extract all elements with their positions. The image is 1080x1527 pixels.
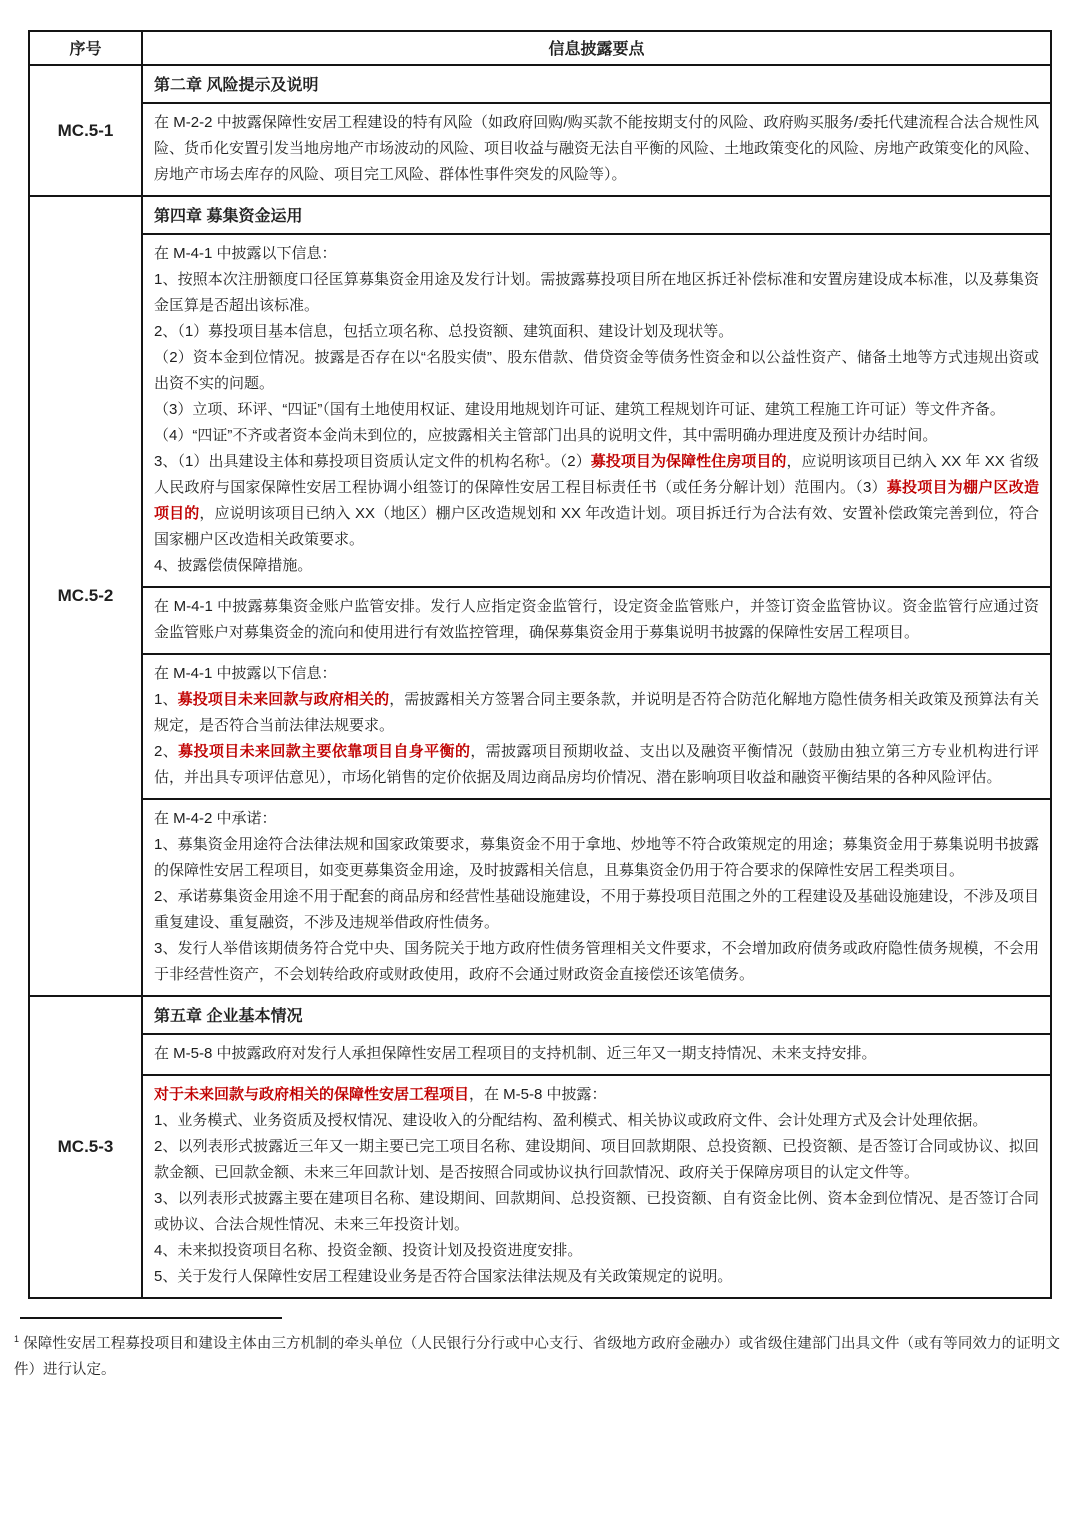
row-content bbox=[143, 66, 1050, 195]
paragraph bbox=[154, 553, 1039, 579]
row-id-label: MC.5-1 bbox=[30, 66, 143, 195]
paragraph bbox=[154, 345, 1039, 397]
text-segment: 1、 bbox=[154, 691, 178, 708]
text-segment: 3、发行人举借该期债务符合党中央、国务院关于地方政府性债务管理相关文件要求，不会增加政府债务或政府隐性债务规模，不会用于非经营性资产，不会划转给政府或财政使用，政府不会通过财政资金直接偿还该笔债务。 bbox=[154, 940, 1039, 983]
paragraph bbox=[154, 661, 1039, 687]
text-segment: ，应说明该项目已纳入 XX 年 XX 省级人民政府与国家保障性安居工程协调小组签订的保障性安居工程目标责任书（或任务分解计划）范围内。（3） bbox=[154, 453, 1039, 496]
content-block bbox=[143, 1033, 1050, 1074]
paragraph bbox=[154, 936, 1039, 988]
table-row bbox=[30, 995, 1050, 1297]
content-block bbox=[143, 233, 1050, 586]
paragraph bbox=[154, 397, 1039, 423]
text-segment: ，在 M-5-8 中披露： bbox=[469, 1086, 607, 1103]
text-segment: 2、以列表形式披露近三年又一期主要已完工项目名称、建设期间、项目回款期限、总投资额、已投资额、是否签订合同或协议、拟回款金额、已回款金额、未来三年回款计划、是否按照合同或协议执行回款情况、政府关于保障房项目的认定文件等。 bbox=[154, 1138, 1039, 1181]
text-segment: 5、关于发行人保障性安居工程建设业务是否符合国家法律法规及有关政策规定的说明。 bbox=[154, 1268, 733, 1285]
text-segment: ，应说明该项目已纳入 XX（地区）棚户区改造规划和 XX 年改造计划。项目拆迁行为合法有效、安置补偿政策完善到位，符合国家棚户区改造相关政策要求。 bbox=[154, 505, 1039, 548]
content-block bbox=[143, 798, 1050, 995]
chapter-heading: 第四章 募集资金运用 bbox=[154, 208, 303, 225]
table-header-row bbox=[30, 32, 1050, 64]
text-segment: （4）“四证”不齐或者资本金尚未到位的，应披露相关主管部门出具的说明文件，其中需明确办理进度及预计办结时间。 bbox=[154, 427, 938, 444]
paragraph bbox=[154, 1134, 1039, 1186]
paragraph bbox=[154, 1264, 1039, 1290]
paragraph bbox=[154, 806, 1039, 832]
text-segment: 2、（1）募投项目基本信息，包括立项名称、总投资额、建筑面积、建设计划及现状等。 bbox=[154, 323, 734, 340]
text-segment: 3、（1）出具建设主体和募投项目资质认定文件的机构名称 bbox=[154, 453, 540, 470]
chapter-heading: 第五章 企业基本情况 bbox=[154, 1008, 303, 1025]
text-segment: 1、募集资金用途符合法律法规和国家政策要求，募集资金不用于拿地、炒地等不符合政策规定的用途；募集资金用于募集说明书披露的保障性安居工程项目，如变更募集资金用途，及时披露相关信息，且募集资金仍用于符合要求的保障性安居工程类项目。 bbox=[154, 836, 1039, 879]
chapter-heading: 第二章 风险提示及说明 bbox=[154, 77, 319, 94]
paragraph bbox=[154, 687, 1039, 739]
text-segment: 在 M-5-8 中披露政府对发行人承担保障性安居工程项目的支持机制、近三年又一期支持情况、未来支持安排。 bbox=[154, 1045, 877, 1062]
row-id-label: MC.5-3 bbox=[30, 997, 143, 1297]
table-rows bbox=[30, 64, 1050, 1297]
paragraph bbox=[154, 832, 1039, 884]
text-segment: 2、承诺募集资金用途不用于配套的商品房和经营性基础设施建设，不用于募投项目范围之外的工程建设及基础设施建设，不涉及项目重复建设、重复融资，不涉及违规举借政府性债务。 bbox=[154, 888, 1039, 931]
text-segment: ，需披露项目预期收益、支出以及融资平衡情况（鼓励由独立第三方专业机构进行评估，并出具专项评估意见），市场化销售的定价依据及周边商品房均价情况、潜在影响项目收益和融资平衡结果的各种风险评估。 bbox=[154, 743, 1039, 786]
paragraph bbox=[154, 594, 1039, 646]
emphasis-red-text: 对于未来回款与政府相关的保障性安居工程项目 bbox=[154, 1086, 470, 1103]
paragraph bbox=[154, 739, 1039, 791]
text-segment: （2）资本金到位情况。披露是否存在以“名股实债”、股东借款、借贷资金等债务性资金和以公益性资产、储备土地等方式违规出资或出资不实的问题。 bbox=[154, 349, 1039, 392]
footnote bbox=[14, 1317, 1060, 1383]
table-row bbox=[30, 64, 1050, 195]
paragraph bbox=[154, 1082, 1039, 1108]
emphasis-red-text: 募投项目为棚户区改造项目的 bbox=[154, 479, 1039, 522]
text-segment: 在 M-2-2 中披露保障性安居工程建设的特有风险（如政府回购/购买款不能按期支付的风险、政府购买服务/委托代建流程合法合规性风险、货币化安置引发当地房地产市场波动的风险、项目收益与融资无法自平衡的风险、土地政策变化的风险、房地产政策变化的风险、房地产市场去库存的风险、项目完工风险、群体性事件突发的风险等）。 bbox=[154, 114, 1040, 183]
text-segment: ，需披露相关方签署合同主要条款，并说明是否符合防范化解地方隐性债务相关政策及预算法有关规定，是否符合当前法律法规要求。 bbox=[154, 691, 1039, 734]
paragraph bbox=[154, 241, 1039, 267]
row-content bbox=[143, 197, 1050, 995]
row-content bbox=[143, 997, 1050, 1297]
paragraph bbox=[154, 1108, 1039, 1134]
paragraph bbox=[154, 1041, 1039, 1067]
disclosure-table bbox=[28, 30, 1052, 1299]
text-segment: （3）立项、环评、“四证”（国有土地使用权证、建设用地规划许可证、建筑工程规划许可证、建筑工程施工许可证）等文件齐备。 bbox=[154, 401, 1005, 418]
row-id-label: MC.5-2 bbox=[30, 197, 143, 995]
paragraph bbox=[154, 1186, 1039, 1238]
paragraph bbox=[154, 423, 1039, 449]
text-segment: 1、按照本次注册额度口径匡算募集资金用途及发行计划。需披露募投项目所在地区拆迁补偿标准和安置房建设成本标准，以及募集资金匡算是否超出该标准。 bbox=[154, 271, 1039, 314]
text-segment: 2、 bbox=[154, 743, 179, 760]
footnote-marker: 1 bbox=[14, 1334, 20, 1345]
text-segment: 1、业务模式、业务资质及授权情况、建设收入的分配结构、盈利模式、相关协议或政府文件、会计处理方式及会计处理依据。 bbox=[154, 1112, 988, 1129]
content-block bbox=[143, 1074, 1050, 1297]
footnote-body: 保障性安居工程募投项目和建设主体由三方机制的牵头单位（人民银行分行或中心支行、省级地方政府金融办）或省级住建部门出具文件（或有等同效力的证明文件）进行认定。 bbox=[14, 1336, 1060, 1378]
paragraph bbox=[154, 449, 1039, 553]
footnote-separator bbox=[20, 1317, 282, 1319]
emphasis-red-text: 募投项目未来回款与政府相关的 bbox=[177, 691, 390, 708]
text-segment: 4、披露偿债保障措施。 bbox=[154, 557, 313, 574]
text-segment: 4、未来拟投资项目名称、投资金额、投资计划及投资进度安排。 bbox=[154, 1242, 583, 1259]
emphasis-red-text: 募投项目未来回款主要依靠项目自身平衡的 bbox=[178, 743, 471, 760]
footnote-reference: 1 bbox=[539, 452, 545, 462]
text-segment: 在 M-4-2 中承诺： bbox=[154, 810, 277, 827]
emphasis-red-text: 募投项目为保障性住房项目的 bbox=[590, 453, 787, 470]
table-row bbox=[30, 195, 1050, 995]
content-block bbox=[143, 102, 1050, 195]
footnote-text bbox=[14, 1331, 1060, 1383]
text-segment: 3、以列表形式披露主要在建项目名称、建设期间、回款期间、总投资额、已投资额、自有资金比例、资本金到位情况、是否签订合同或协议、合法合规性情况、未来三年投资计划。 bbox=[154, 1190, 1039, 1233]
paragraph bbox=[154, 884, 1039, 936]
column-header-content: 信息披露要点 bbox=[548, 41, 645, 58]
paragraph bbox=[154, 319, 1039, 345]
paragraph bbox=[154, 267, 1039, 319]
text-segment: 在 M-4-1 中披露以下信息： bbox=[154, 665, 337, 682]
content-block bbox=[143, 586, 1050, 653]
paragraph bbox=[154, 110, 1039, 188]
paragraph bbox=[154, 1238, 1039, 1264]
content-block bbox=[143, 653, 1050, 798]
text-segment: 在 M-4-1 中披露募集资金账户监管安排。发行人应指定资金监管行，设定资金监管账户，并签订资金监管协议。资金监管行应通过资金监管账户对募集资金的流向和使用进行有效监控管理，确保募集资金用于募集说明书披露的保障性安居工程项目。 bbox=[154, 598, 1039, 641]
column-header-seq: 序号 bbox=[30, 32, 143, 64]
text-segment: 在 M-4-1 中披露以下信息： bbox=[154, 245, 337, 262]
text-segment: 。（2） bbox=[544, 453, 591, 470]
